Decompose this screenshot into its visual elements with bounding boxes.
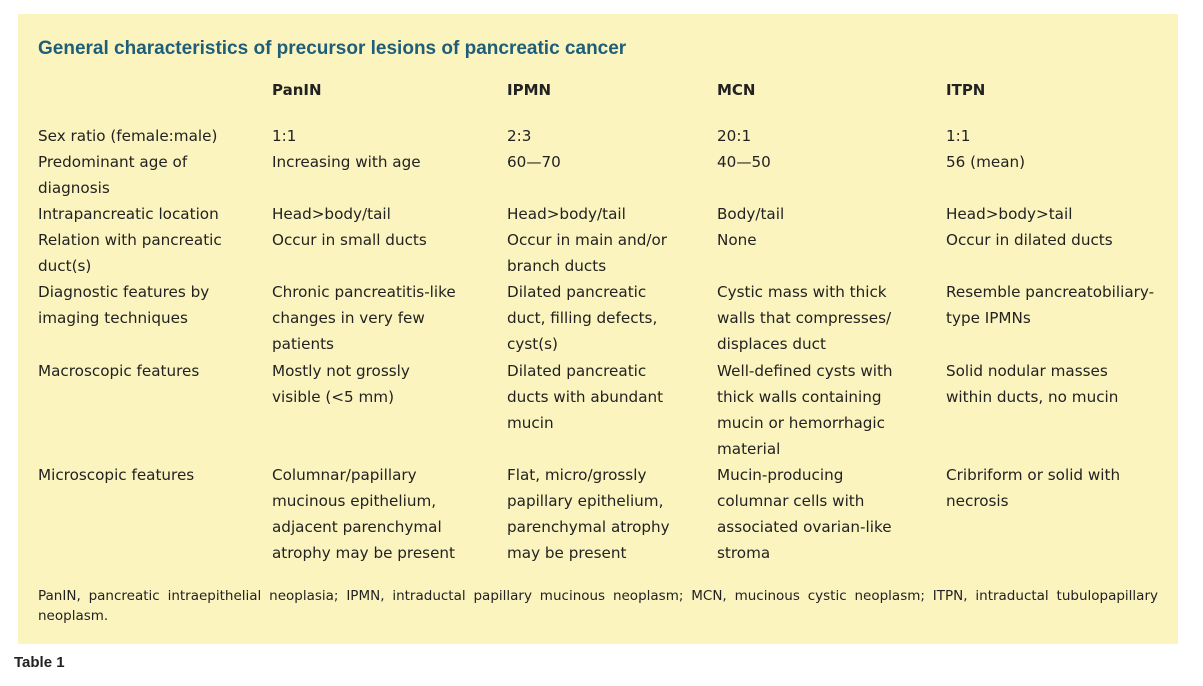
table-cell: Resemble pancreatobiliary- type IPMNs: [946, 283, 1155, 327]
table-cell: Head>body/tail: [272, 205, 391, 223]
table-cell: Occur in dilated ducts: [946, 231, 1113, 249]
table-cell: Mucin-producing columnar cells with associated ovarian-like stroma: [717, 466, 892, 562]
table-cell: 56 (mean): [946, 153, 1026, 171]
table-title: General characteristics of precursor lesions of pancreatic cancer: [38, 38, 627, 59]
table-cell: Dilated pancreatic ducts with abundant mucin: [507, 362, 664, 432]
row-label-location: Intrapancreatic location: [38, 205, 219, 223]
table-cell: Body/tail: [717, 205, 785, 223]
table-cell: 2:3: [507, 127, 532, 145]
table-cell: 60—70: [507, 153, 561, 171]
table-cell: Cystic mass with thick walls that compresses/ displaces duct: [717, 283, 892, 353]
row-label-duct-relation: Relation with pancreatic duct(s): [38, 231, 222, 275]
row-label-macroscopic: Macroscopic features: [38, 362, 200, 380]
table-cell: Occur in small ducts: [272, 231, 427, 249]
table-cell: Cribriform or solid with necrosis: [946, 466, 1121, 510]
row-label-imaging: Diagnostic features by imaging techniques: [38, 283, 210, 327]
table-caption: Table 1: [14, 654, 65, 671]
table-cell: Mostly not grossly visible (<5 mm): [272, 362, 410, 406]
table-cell: Head>body>tail: [946, 205, 1073, 223]
table-cell: 1:1: [946, 127, 971, 145]
table-panel: [18, 14, 1178, 644]
column-header-ipmn: IPMN: [507, 81, 552, 99]
table-cell: Solid nodular masses within ducts, no mucin: [946, 362, 1119, 406]
column-header-itpn: ITPN: [946, 81, 986, 99]
table-cell: 1:1: [272, 127, 297, 145]
table-cell: Columnar/papillary mucinous epithelium, adjacent parenchymal atrophy may be present: [272, 466, 456, 562]
table-cell: Occur in main and/or branch ducts: [507, 231, 668, 275]
row-label-microscopic: Microscopic features: [38, 466, 195, 484]
table-cell: Well-defined cysts with thick walls containing mucin or hemorrhagic material: [717, 362, 893, 458]
table-cell: Increasing with age: [272, 153, 421, 171]
table-cell: 20:1: [717, 127, 752, 145]
column-header-panin: PanIN: [272, 81, 322, 99]
row-label-age: Predominant age of diagnosis: [38, 153, 188, 197]
table-cell: 40—50: [717, 153, 771, 171]
table-cell: None: [717, 231, 757, 249]
table-footnote: PanIN, pancreatic intraepithelial neoplasia; IPMN, intraductal papillary mucinous neoplasm; MCN, mucinous cystic neoplasm; ITPN, intraductal tubulopapillary neoplasm.: [38, 588, 1158, 624]
column-header-mcn: MCN: [717, 81, 756, 99]
table-cell: Head>body/tail: [507, 205, 626, 223]
row-label-sex-ratio: Sex ratio (female:male): [38, 127, 218, 145]
table-cell: Dilated pancreatic duct, filling defects, cyst(s): [507, 283, 658, 353]
table-cell: Chronic pancreatitis-like changes in very few patients: [272, 283, 456, 353]
table-cell: Flat, micro/grossly papillary epithelium, parenchymal atrophy may be present: [507, 466, 670, 562]
